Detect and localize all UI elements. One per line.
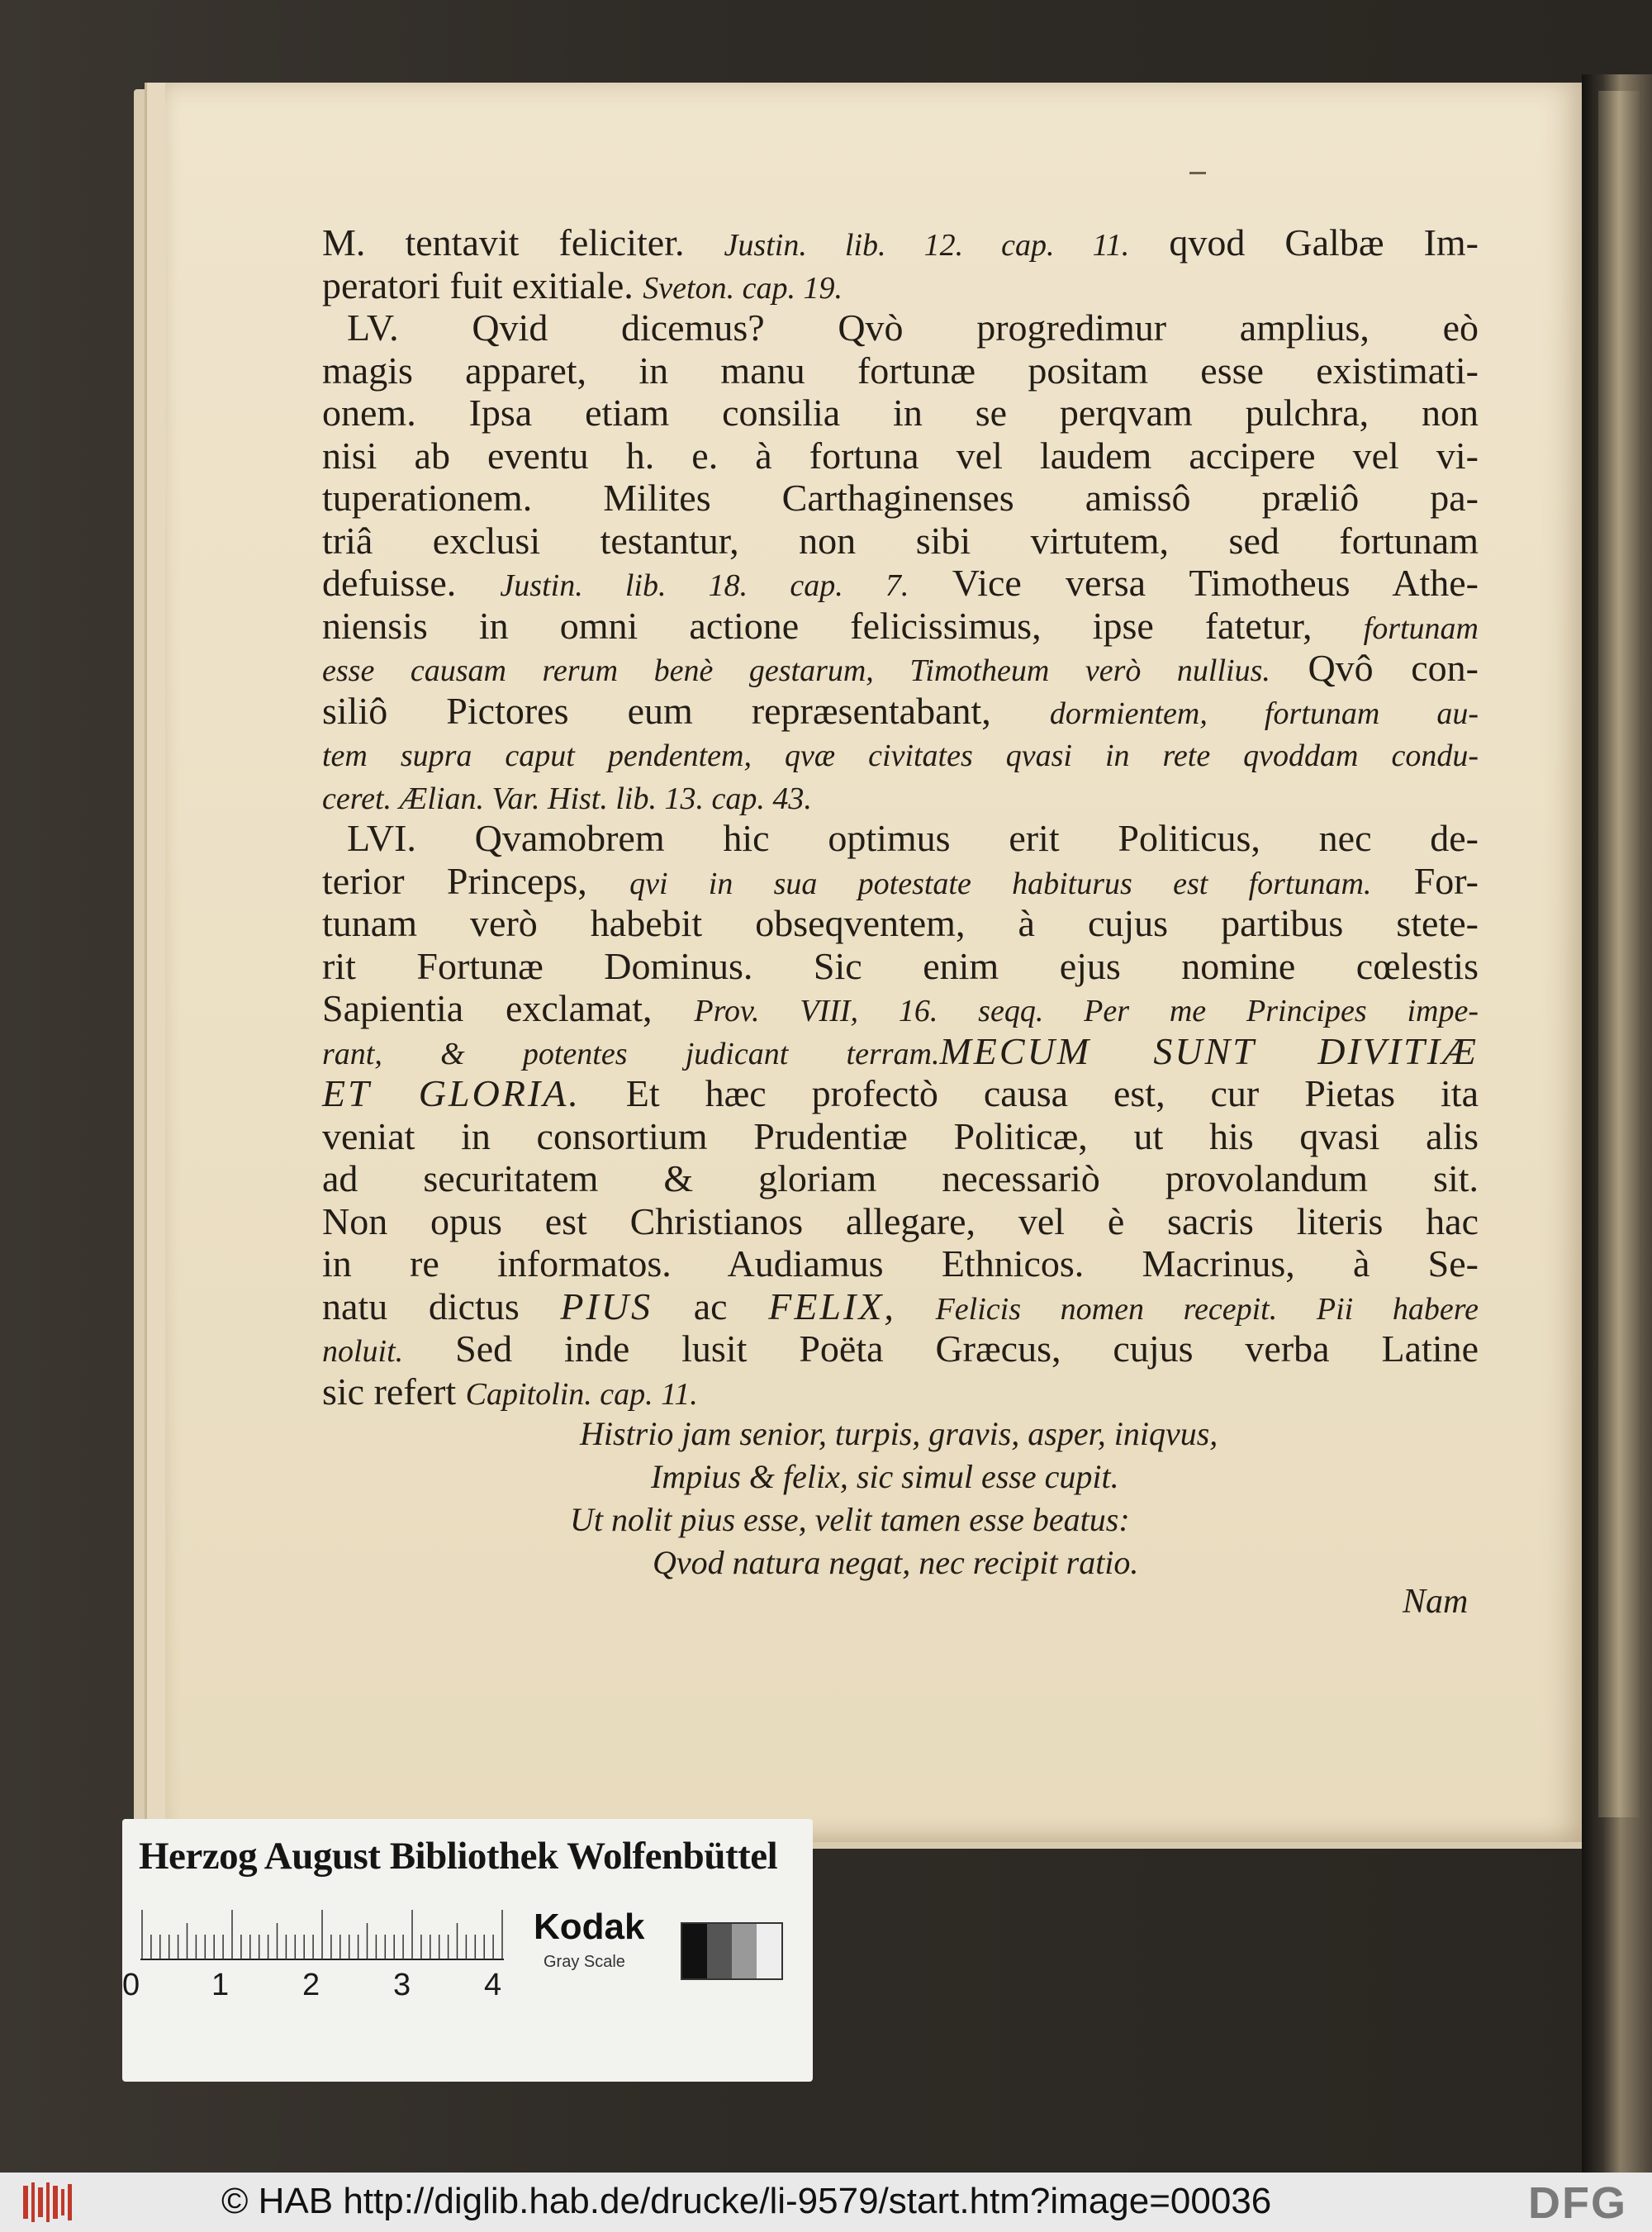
text-run: Sed inde lusit Poëta Græcus, cujus verba Latine	[403, 1327, 1479, 1370]
text-run: noluit.	[322, 1334, 404, 1369]
text-run: Felicis nomen recepit. Pii habere	[895, 1291, 1479, 1327]
library-name: Herzog August Bibliothek Wolfenbüttel	[139, 1835, 778, 1878]
text-line	[322, 690, 1479, 733]
text-run: peratori fuit exitiale.	[322, 264, 643, 306]
text-run: tuperationem. Milites Carthaginenses amissô præliô pa-	[322, 477, 1479, 519]
poem-line: Qvod natura negat, nec recipit ratio.	[653, 1544, 1139, 1581]
text-run: Justin. lib. 18. cap. 7.	[500, 568, 909, 603]
text-line	[322, 1242, 1479, 1285]
text-line	[322, 1072, 1479, 1115]
text-run: magis apparet, in manu fortunæ positam esse existimati-	[322, 349, 1479, 392]
ruler-number: 3	[393, 1968, 411, 2002]
text-run: Qvô con-	[1270, 647, 1479, 689]
text-run: Vice versa Timotheus Athe-	[909, 562, 1479, 604]
ruler-number: 1	[211, 1968, 230, 2002]
gray-scale-swatch	[681, 1922, 783, 1980]
kodak-subtitle: Gray Scale	[544, 1953, 625, 1971]
text-run: triâ exclusi testantur, non sibi virtutem, sed fortunam	[322, 519, 1479, 562]
text-line	[322, 1285, 1479, 1328]
text-line	[322, 647, 1479, 690]
text-line	[322, 1030, 1479, 1073]
text-line	[322, 945, 1479, 988]
library-label-card	[122, 1819, 813, 2082]
text-run: Et hæc profectò causa est, cur Pietas ita	[580, 1072, 1479, 1114]
text-run: rit Fortunæ Dominus. Sic enim ejus nomine cœlestis	[322, 944, 1479, 987]
text-run: sic refert	[322, 1370, 466, 1413]
text-run: niensis in omni actione felicissimus, ipse fatetur,	[322, 604, 1364, 647]
text-run: ad securitatem & gloriam necessariò provolandum sit.	[322, 1157, 1479, 1199]
text-run: ET GLORIA.	[322, 1072, 581, 1114]
text-line	[322, 775, 1479, 818]
text-run: onem. Ipsa etiam consilia in se perqvam pulchra, non	[322, 392, 1479, 434]
text-run: Capitolin. cap. 11.	[465, 1376, 698, 1412]
text-line	[322, 435, 1479, 477]
ruler-number: 4	[484, 1968, 502, 2002]
text-run: terior Princeps,	[322, 859, 630, 902]
text-line	[322, 349, 1479, 392]
text-line	[322, 605, 1479, 648]
text-line	[322, 477, 1479, 520]
text-line	[322, 902, 1479, 945]
text-run: fortunam	[1363, 610, 1479, 646]
text-line	[322, 1115, 1479, 1158]
text-line	[322, 264, 1479, 307]
text-run: in re informatos. Audiamus Ethnicos. Macrinus, à Se-	[322, 1242, 1479, 1285]
text-run: FELIX,	[768, 1285, 896, 1327]
text-run: veniat in consortium Prudentiæ Politicæ, ut his qvasi alis	[322, 1114, 1479, 1157]
text-run: ceret. Ælian. Var. Hist. lib. 13. cap. 43.	[322, 781, 812, 816]
text-line	[322, 306, 1479, 349]
text-run: rant, & potentes judicant terram.	[322, 1036, 940, 1071]
text-line	[322, 1200, 1479, 1243]
text-run: natu dictus	[322, 1285, 561, 1327]
text-run: defuisse.	[322, 562, 501, 604]
text-run: Prov. VIII, 16. seqq. Per me Principes impe-	[694, 994, 1479, 1028]
text-run: Sveton. cap. 19.	[643, 270, 843, 306]
text-line	[322, 1327, 1479, 1370]
page-text-block	[322, 221, 1479, 1413]
text-run: MECUM SUNT DIVITIÆ	[939, 1029, 1479, 1072]
text-line	[322, 562, 1479, 605]
text-line	[322, 392, 1479, 435]
catchword: Nam	[1403, 1583, 1469, 1621]
text-run: dormientem, fortunam au-	[1049, 696, 1479, 731]
dfg-logo: DFG	[1528, 2178, 1627, 2228]
hab-barcode-icon	[23, 2182, 73, 2222]
text-run: Sapientia exclamat,	[322, 987, 695, 1029]
text-line	[322, 1157, 1479, 1200]
text-run: ac	[653, 1285, 769, 1327]
text-run: nisi ab eventu h. e. à fortuna vel laudem accipere vel vi-	[322, 434, 1479, 477]
text-line	[322, 987, 1479, 1030]
text-run: PIUS	[560, 1285, 653, 1327]
poem-line: Ut nolit pius esse, velit tamen esse beatus:	[570, 1501, 1130, 1538]
text-line	[322, 817, 1479, 860]
text-line	[322, 520, 1479, 563]
footer-bar	[0, 2173, 1652, 2232]
text-line	[322, 221, 1479, 264]
text-line	[322, 732, 1479, 775]
text-run: LVI. Qvamobrem hic optimus erit Politicus, nec de-	[347, 817, 1479, 859]
text-line	[322, 1370, 1479, 1413]
kodak-logo: Kodak	[534, 1907, 645, 1947]
page-mark	[1189, 172, 1206, 174]
text-run: For-	[1371, 859, 1479, 902]
text-run: LV. Qvid dicemus? Qvò progredimur amplius, eò	[347, 306, 1479, 349]
poem-block	[570, 1413, 1396, 1584]
ruler-number: 0	[122, 1968, 140, 2002]
ruler-numbers	[122, 1968, 535, 2009]
text-run: qvi in sua potestate habiturus est fortunam.	[629, 866, 1372, 901]
adjacent-page-edge	[1598, 91, 1640, 1817]
text-run: Non opus est Christianos allegare, vel è sacris literis hac	[322, 1199, 1479, 1242]
text-line	[322, 860, 1479, 903]
poem-line: Histrio jam senior, turpis, gravis, asper, iniqvus,	[580, 1415, 1218, 1452]
text-run: tunam verò habebit obseqventem, à cujus partibus stete-	[322, 902, 1479, 944]
text-run: qvod Galbæ Im-	[1129, 221, 1479, 264]
text-run: esse causam rerum benè gestarum, Timotheum verò nullius.	[322, 653, 1270, 688]
text-run: Justin. lib. 12. cap. 11.	[724, 228, 1130, 263]
text-run: tem supra caput pendentem, qvæ civitates qvasi in rete qvoddam condu-	[322, 738, 1479, 773]
text-run: siliô Pictores eum repræsentabant,	[322, 689, 1050, 732]
poem-line: Impius & felix, sic simul esse cupit.	[651, 1458, 1119, 1495]
copyright-url: © HAB http://diglib.hab.de/drucke/li-9579/start.htm?image=00036	[221, 2181, 1272, 2221]
text-run: M. tentavit feliciter.	[322, 221, 724, 264]
ruler-number: 2	[302, 1968, 320, 2002]
